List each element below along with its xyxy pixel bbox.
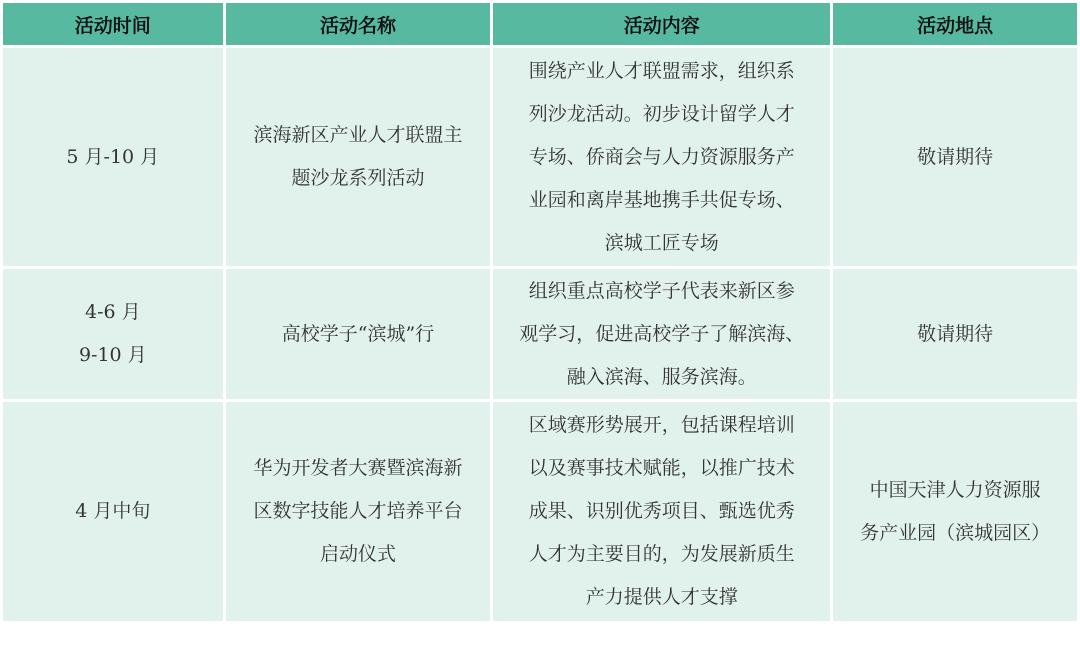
cell-line: 题沙龙系列活动	[291, 167, 425, 189]
cell-line: 4 月中旬	[75, 500, 151, 522]
cell-line: 成果、识别优秀项目、甄选优秀	[528, 500, 795, 522]
cell-line: 融入滨海、服务滨海。	[566, 365, 757, 388]
cell-line: 4-6 月	[84, 301, 141, 323]
header-place: 活动地点	[833, 3, 1077, 45]
cell-line: 列沙龙活动。初步设计留学人才	[528, 102, 795, 125]
cell-line: 观学习，促进高校学子了解滨海、	[519, 322, 805, 345]
cell-line: 区数字技能人才培养平台	[253, 500, 463, 522]
cell-line: 区域赛形势展开，包括课程培训	[528, 414, 795, 436]
table-row	[3, 402, 1077, 621]
cell-line: 启动仪式	[319, 543, 396, 565]
table-row	[3, 269, 1077, 399]
cell-content	[493, 269, 830, 399]
cell-line: 产力提供人才支撑	[585, 586, 738, 608]
cell-time	[3, 269, 223, 399]
cell-time	[3, 402, 223, 621]
cell-line: 业园和离岸基地携手共促专场、	[528, 188, 795, 211]
cell-line: 务产业园（滨城园区）	[860, 521, 1051, 544]
cell-line: 5 月-10 月	[66, 145, 160, 168]
cell-content	[493, 48, 830, 266]
cell-line: 围绕产业人才联盟需求，组织系	[528, 59, 795, 82]
cell-name	[226, 269, 491, 399]
table-row	[3, 48, 1077, 266]
cell-line: 专场、侨商会与人力资源服务产	[528, 145, 795, 168]
cell-place	[833, 269, 1077, 399]
cell-line: 9-10 月	[78, 344, 147, 366]
cell-line: 人才为主要目的，为发展新质生	[528, 543, 795, 565]
cell-content	[493, 402, 830, 621]
cell-line: 华为开发者大赛暨滨海新	[253, 457, 463, 479]
cell-line: 组织重点高校学子代表来新区参	[528, 279, 795, 302]
cell-time	[3, 48, 223, 266]
cell-name	[226, 402, 491, 621]
cell-line: 敬请期待	[917, 145, 994, 168]
cell-line: 中国天津人力资源服	[869, 478, 1041, 501]
header-content: 活动内容	[493, 3, 830, 45]
cell-place	[833, 402, 1077, 621]
cell-line: 以及赛事技术赋能，以推广技术	[528, 457, 795, 479]
cell-place	[833, 48, 1077, 266]
cell-line: 滨城工匠专场	[604, 231, 719, 254]
cell-name	[226, 48, 491, 266]
cell-line: 高校学子“滨城”行	[281, 322, 435, 345]
header-time: 活动时间	[3, 3, 223, 45]
cell-line: 滨海新区产业人才联盟主	[253, 124, 463, 146]
header-name: 活动名称	[226, 3, 491, 45]
header-row	[3, 3, 1077, 45]
cell-line: 敬请期待	[917, 322, 994, 345]
